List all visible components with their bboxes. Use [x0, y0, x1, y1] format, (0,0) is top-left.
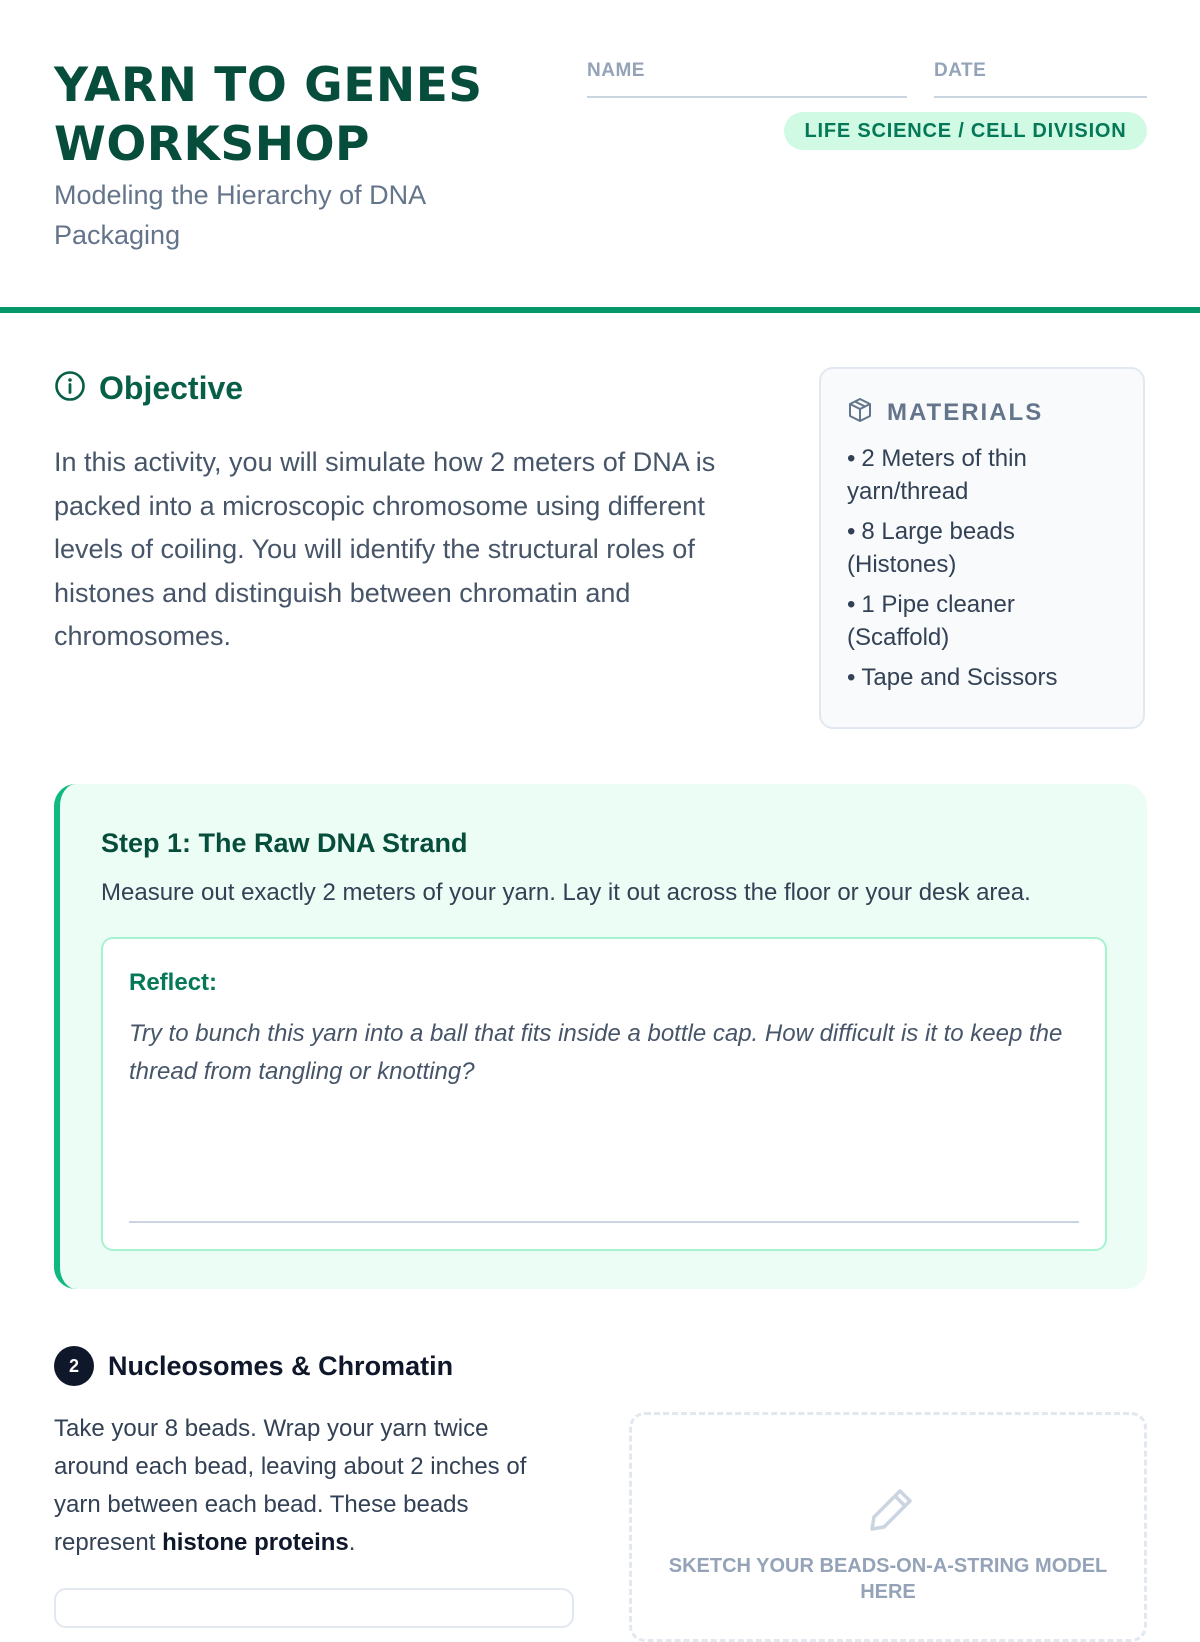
step2-text-start: Take your 8 beads. Wrap your yarn twice around each bead, leaving about 2 inches of yarn between each bead. These beads represent [54, 1415, 527, 1556]
date-field-label: DATE [934, 60, 987, 81]
worksheet-header [0, 0, 1200, 314]
sketch-label: SKETCH YOUR BEADS-ON-A-STRING MODEL HERE [668, 1555, 1108, 1603]
box-icon [847, 397, 873, 428]
step2-heading [54, 1346, 453, 1386]
sketch-area[interactable] [629, 1412, 1147, 1642]
name-field-label: NAME [587, 60, 645, 81]
step1-instructions: Measure out exactly 2 meters of your yarn. Lay it out across the floor or your desk area. [101, 879, 1031, 906]
materials-card [819, 367, 1145, 729]
objective-heading [54, 370, 243, 407]
reflect-answer-line[interactable] [129, 1221, 1079, 1223]
info-icon [54, 370, 86, 407]
step-number-badge: 2 [54, 1346, 94, 1386]
objective-title: Objective [99, 370, 244, 406]
step2-text-end: . [348, 1529, 356, 1556]
step2-text-bold: histone proteins [162, 1529, 349, 1556]
next-section-card [54, 1588, 574, 1628]
reflect-question: Try to bunch this yarn into a ball that fits inside a bottle cap. How difficult is it to keep the thread from tangling or knotting? [129, 1020, 1063, 1085]
name-field[interactable] [587, 60, 907, 98]
page-title: YARN TO GENES WORKSHOP [54, 58, 483, 172]
materials-list [847, 442, 1117, 694]
materials-item: • 1 Pipe cleaner (Scaffold) [847, 588, 1117, 654]
materials-title: MATERIALS [887, 398, 1044, 426]
reflect-box [101, 937, 1107, 1251]
reflect-label: Reflect: [129, 969, 218, 996]
date-field[interactable] [934, 60, 1147, 98]
page-subtitle: Modeling the Hierarchy of DNA Packaging [54, 180, 425, 250]
step1-card [54, 784, 1147, 1289]
pencil-icon [866, 1485, 916, 1540]
header-divider [0, 307, 1200, 313]
materials-item: • 2 Meters of thin yarn/thread [847, 442, 1117, 508]
step2-title: Nucleosomes & Chromatin [108, 1350, 454, 1381]
step1-title: Step 1: The Raw DNA Strand [101, 828, 468, 858]
step2-instructions [54, 1410, 554, 1562]
materials-item: • Tape and Scissors [847, 661, 1117, 694]
materials-item: • 8 Large beads (Histones) [847, 515, 1117, 581]
objective-text: In this activity, you will simulate how 2 meters of DNA is packed into a microscopic chromosome using different levels of coiling. You will identify the structural roles of histones and distinguish between chromatin and chromosomes. [54, 447, 716, 651]
subject-badge: LIFE SCIENCE / CELL DIVISION [784, 112, 1147, 150]
